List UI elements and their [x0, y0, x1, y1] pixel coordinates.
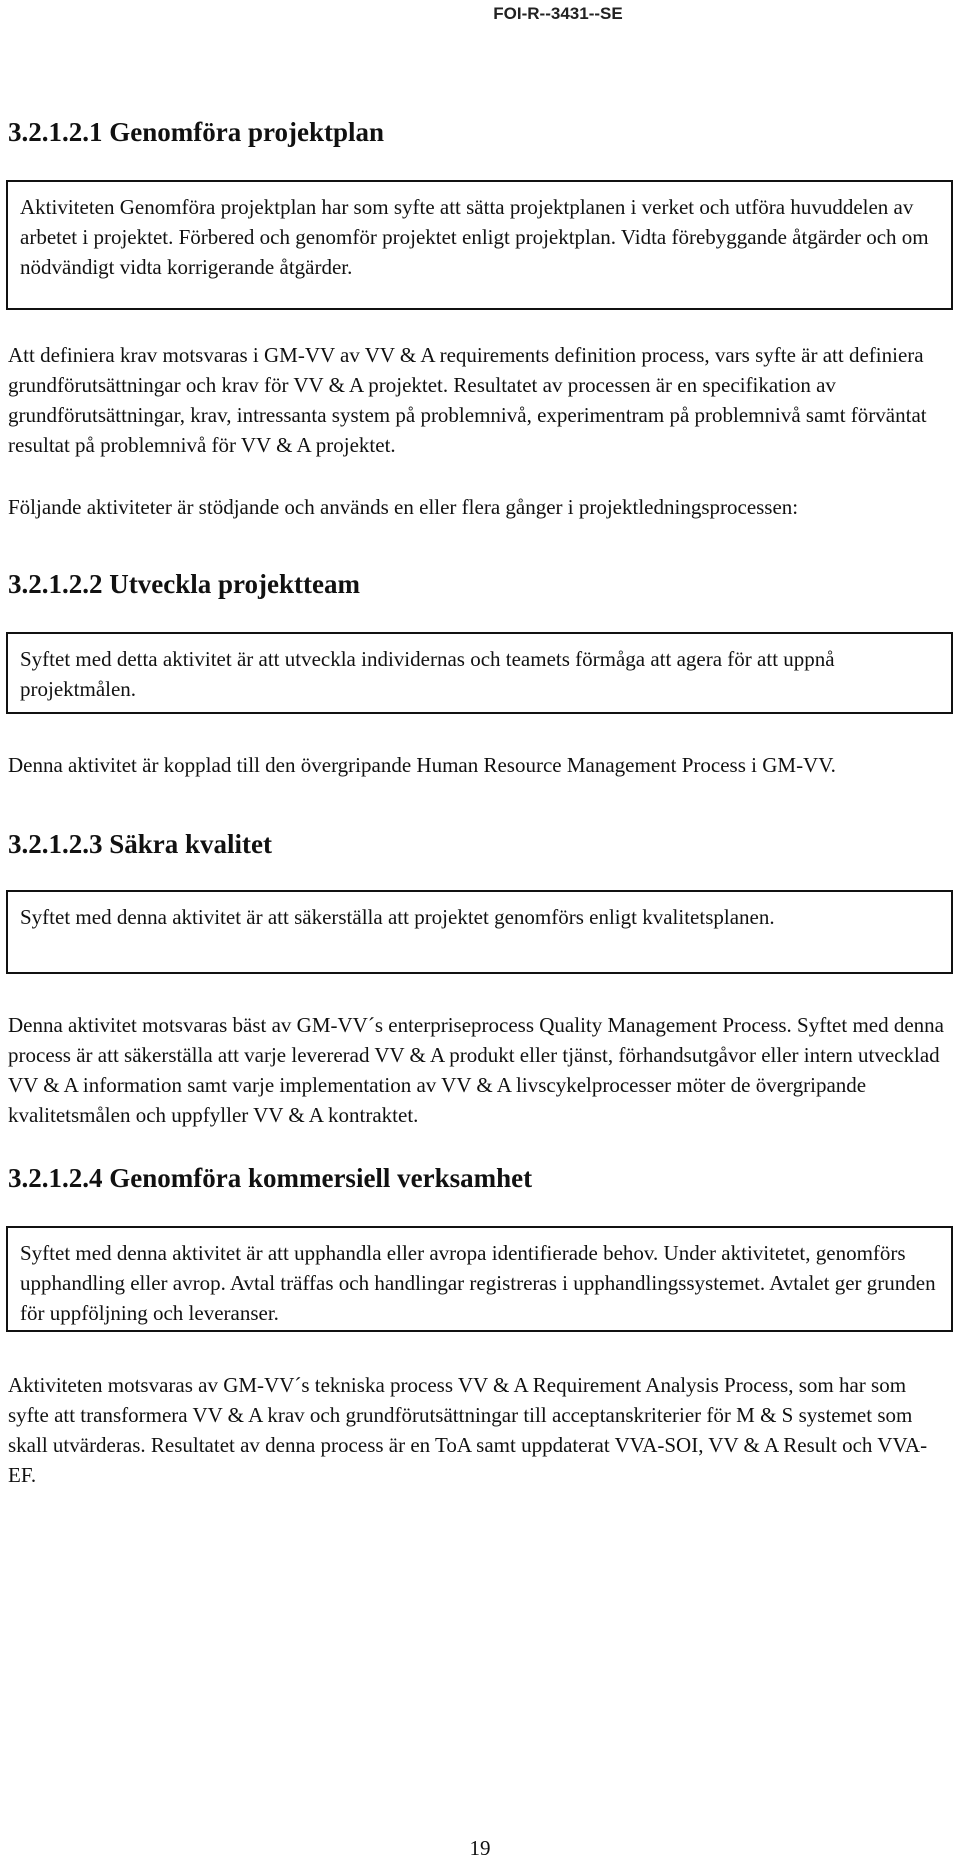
summary-box-utveckla-projektteam: [6, 632, 953, 714]
paragraph-human-resource: Denna aktivitet är kopplad till den övergripande Human Resource Management Process i GM-VV.: [8, 753, 836, 777]
summary-box-kommersiell-verksamhet: [6, 1226, 953, 1332]
page-number: 19: [469, 1836, 491, 1860]
paragraph-quality-management: Denna aktivitet motsvaras bäst av GM-VV´s enterpriseprocess Quality Management Process. Syftet med denna process är att säkerställa att varje levererad VV & A produkt eller tjänst, förhandsutgåvor eller intern utvecklad VV & A information samt varje implementation av VV & A livscykelprocesser möter de övergripande kvalitetsmålen och uppfyller VV & A kontraktet.: [8, 1013, 944, 1127]
section-heading-utveckla-projektteam: 3.2.1.2.2 Utveckla projektteam: [8, 569, 360, 599]
section-heading-sakra-kvalitet: 3.2.1.2.3 Säkra kvalitet: [8, 829, 273, 859]
paragraph-requirement-analysis: Aktiviteten motsvaras av GM-VV´s tekniska process VV & A Requirement Analysis Process, som har som syfte att transformera VV & A krav och grundförutsättningar till acceptanskriterier för M & S systemet som skall utvärderas. Resultatet av denna process är en ToA samt uppdaterat VVA-SOI, VV & A Result och VVA-EF.: [8, 1373, 928, 1487]
summary-box-text: Syftet med denna aktivitet är att upphandla eller avropa identifierade behov. Under aktivitetet, genomförs upphandling eller avrop. Avtal träffas och handlingar registreras i upphandlingssystemet. Avtalet ger grunden för uppföljning och leveranser.: [20, 1241, 936, 1325]
summary-box-text: Syftet med detta aktivitet är att utveckla individernas och teamets förmåga att agera för att uppnå projektmålen.: [20, 647, 835, 701]
section-heading-genomfora-projektplan: 3.2.1.2.1 Genomföra projektplan: [8, 117, 384, 147]
summary-box-text: Aktiviteten Genomföra projektplan har som syfte att sätta projektplanen i verket och utföra huvuddelen av arbetet i projektet. Förbered och genomför projektet enligt projektplan. Vidta förebyggande åtgärder och om nödvändigt vidta korrigerande åtgärder.: [20, 195, 929, 279]
summary-box-genomfora-projektplan: [6, 180, 953, 310]
paragraph-stodjande-aktiviteter: Följande aktiviteter är stödjande och används en eller flera gånger i projektledningsprocessen:: [8, 495, 799, 519]
summary-box-text: Syftet med denna aktivitet är att säkerställa att projektet genomförs enligt kvalitetsplanen.: [20, 905, 775, 929]
paragraph-krav-definition: Att definiera krav motsvaras i GM-VV av VV & A requirements definition process, vars syfte är att definiera grundförutsättningar och krav för VV & A projektet. Resultatet av processen är en specifikation av grundförutsättningar, krav, intressanta system på problemnivå, experimentram på problemnivå samt förväntat resultat på problemnivå för VV & A projektet.: [8, 343, 927, 457]
summary-box-sakra-kvalitet: [6, 890, 953, 974]
document-id-header: FOI-R--3431--SE: [493, 4, 623, 23]
section-heading-kommersiell-verksamhet: 3.2.1.2.4 Genomföra kommersiell verksamhet: [8, 1163, 533, 1193]
